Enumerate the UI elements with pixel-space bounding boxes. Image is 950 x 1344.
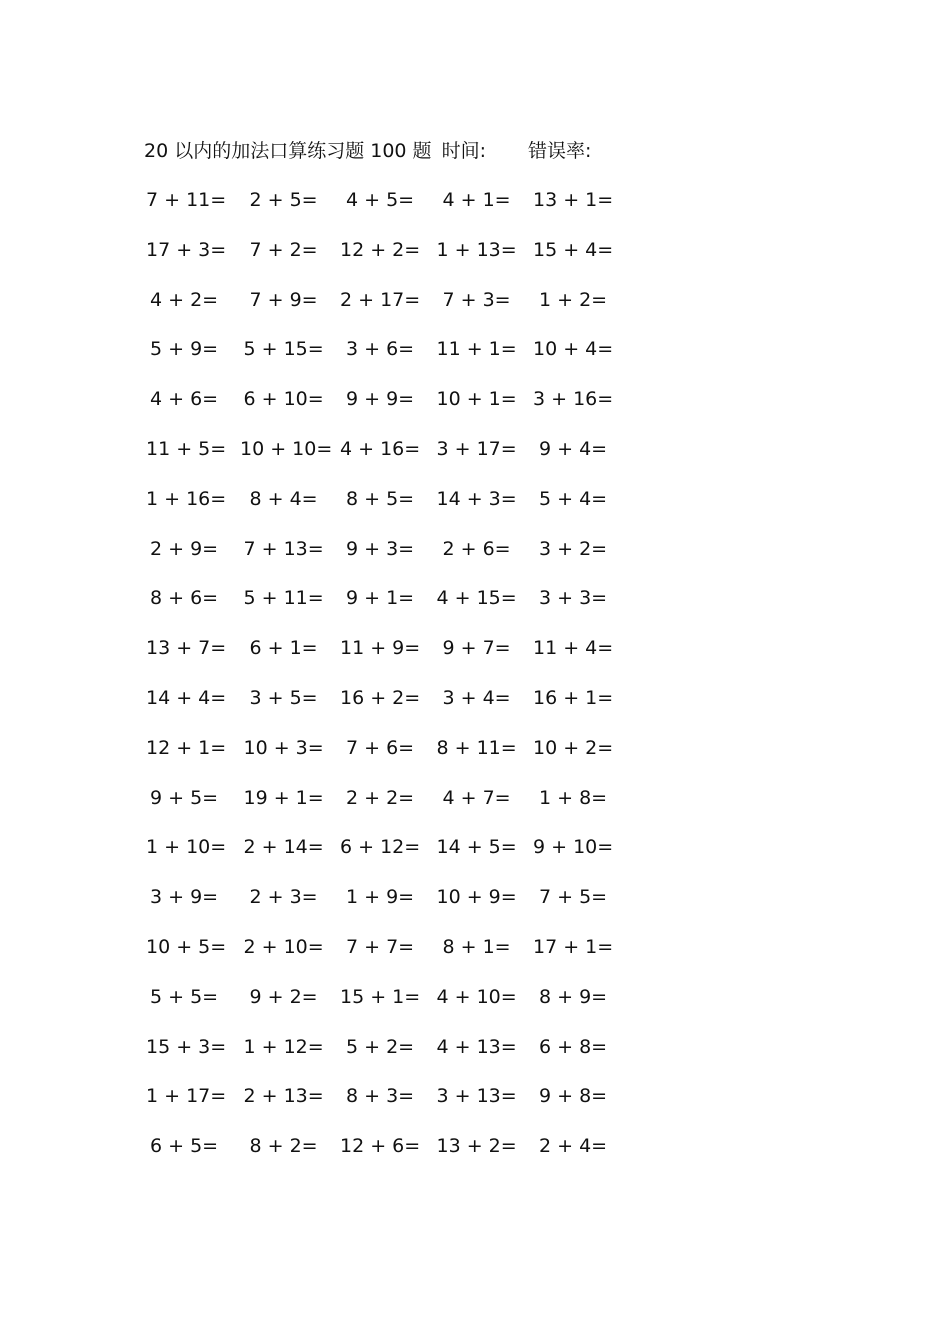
addition-problem: 2 + 4= <box>539 1135 608 1158</box>
addition-problem: 3 + 13= <box>436 1085 517 1108</box>
addition-problem: 10 + 5= <box>146 936 227 958</box>
problem-row <box>0 983 700 1011</box>
addition-problem: 13 + 7= <box>146 637 227 660</box>
addition-problem: 19 + 1= <box>243 786 324 809</box>
addition-problem: 6 + 5= <box>150 1135 219 1158</box>
addition-problem: 15 + 1= <box>340 985 421 1008</box>
addition-problem: 7 + 6= <box>346 736 415 759</box>
addition-problem: 8 + 2= <box>249 1135 318 1158</box>
worksheet-header <box>144 138 591 164</box>
addition-problem: 5 + 11= <box>243 587 324 610</box>
addition-problem: 5 + 5= <box>150 985 219 1008</box>
addition-problem: 14 + 4= <box>146 687 227 709</box>
addition-problem: 15 + 3= <box>146 1035 227 1058</box>
addition-problem: 4 + 7= <box>442 786 511 809</box>
addition-problem: 2 + 9= <box>150 537 219 560</box>
addition-problem: 10 + 1= <box>436 388 517 411</box>
addition-problem: 4 + 6= <box>150 388 219 411</box>
addition-problem: 10 + 4= <box>533 338 614 361</box>
addition-problem: 10 + 10= <box>240 438 333 460</box>
addition-problem: 5 + 9= <box>150 338 219 361</box>
addition-problem: 8 + 1= <box>442 936 511 958</box>
problem-row <box>0 186 700 214</box>
addition-problem: 2 + 10= <box>243 936 324 958</box>
addition-problem: 10 + 3= <box>243 736 324 759</box>
addition-problem: 11 + 5= <box>146 438 227 460</box>
addition-problem: 7 + 2= <box>249 238 318 261</box>
problem-row <box>0 883 700 911</box>
problem-row <box>0 584 700 612</box>
addition-problem: 9 + 3= <box>346 537 415 560</box>
addition-problem: 1 + 2= <box>539 288 608 311</box>
addition-problem: 9 + 5= <box>150 786 219 809</box>
addition-problem: 6 + 12= <box>340 836 421 859</box>
addition-problem: 7 + 13= <box>243 537 324 560</box>
addition-problem: 13 + 2= <box>436 1135 517 1158</box>
time-label: 时间: <box>441 140 486 162</box>
addition-problem: 3 + 4= <box>442 687 511 709</box>
addition-problem: 14 + 5= <box>436 836 517 859</box>
addition-problem: 16 + 1= <box>533 687 614 709</box>
addition-problem: 11 + 9= <box>340 637 421 660</box>
addition-problem: 1 + 17= <box>146 1085 227 1108</box>
addition-problem: 1 + 12= <box>243 1035 324 1058</box>
addition-problem: 9 + 7= <box>442 637 511 660</box>
problem-row <box>0 485 700 513</box>
problem-row <box>0 1132 700 1160</box>
addition-problem: 6 + 8= <box>539 1035 608 1058</box>
addition-problem: 7 + 3= <box>442 288 511 311</box>
addition-problem: 2 + 2= <box>346 786 415 809</box>
error-rate-label: 错误率: <box>527 140 592 162</box>
worksheet-title: 20 以内的加法口算练习题 100 题 <box>144 140 432 162</box>
problem-row <box>0 385 700 413</box>
addition-problem: 6 + 10= <box>243 388 324 411</box>
addition-problem: 11 + 1= <box>436 338 517 361</box>
addition-problem: 8 + 6= <box>150 587 219 610</box>
addition-problem: 2 + 3= <box>249 886 318 909</box>
addition-problem: 8 + 9= <box>539 985 608 1008</box>
addition-problem: 1 + 13= <box>436 238 517 261</box>
addition-problem: 12 + 2= <box>340 238 421 261</box>
addition-problem: 3 + 16= <box>533 388 614 411</box>
addition-problem: 7 + 5= <box>539 886 608 909</box>
addition-problem: 17 + 3= <box>146 238 227 261</box>
addition-problem: 13 + 1= <box>533 189 614 211</box>
addition-problem: 8 + 11= <box>436 736 517 759</box>
addition-problem: 1 + 16= <box>146 487 227 510</box>
addition-problem: 3 + 3= <box>539 587 608 610</box>
problem-row <box>0 933 700 961</box>
problem-row <box>0 535 700 563</box>
addition-problem: 7 + 11= <box>146 189 227 211</box>
addition-problem: 9 + 1= <box>346 587 415 610</box>
addition-problem: 10 + 2= <box>533 736 614 759</box>
addition-problem: 6 + 1= <box>249 637 318 660</box>
addition-problem: 3 + 2= <box>539 537 608 560</box>
problem-row <box>0 435 700 463</box>
addition-problem: 1 + 8= <box>539 786 608 809</box>
addition-problem: 8 + 5= <box>346 487 415 510</box>
problem-row <box>0 833 700 861</box>
addition-problem: 4 + 10= <box>436 985 517 1008</box>
problem-row <box>0 634 700 662</box>
addition-problem: 9 + 8= <box>539 1085 608 1108</box>
addition-problem: 10 + 9= <box>436 886 517 909</box>
addition-problem: 9 + 10= <box>533 836 614 859</box>
addition-problem: 9 + 4= <box>539 438 608 460</box>
addition-problem: 17 + 1= <box>533 936 614 958</box>
addition-problem: 5 + 2= <box>346 1035 415 1058</box>
problem-row <box>0 784 700 812</box>
addition-problem: 4 + 5= <box>346 189 415 211</box>
addition-problem: 2 + 6= <box>442 537 511 560</box>
addition-problem: 8 + 4= <box>249 487 318 510</box>
addition-problem: 9 + 2= <box>249 985 318 1008</box>
addition-problem: 3 + 17= <box>436 438 517 460</box>
addition-problem: 12 + 6= <box>340 1135 421 1158</box>
problem-row <box>0 734 700 762</box>
addition-problem: 14 + 3= <box>436 487 517 510</box>
addition-problem: 4 + 2= <box>150 288 219 311</box>
addition-problem: 2 + 5= <box>249 189 318 211</box>
addition-problem: 5 + 15= <box>243 338 324 361</box>
addition-problem: 3 + 5= <box>249 687 318 709</box>
addition-problem: 1 + 9= <box>346 886 415 909</box>
problem-row <box>0 286 700 314</box>
addition-problem: 3 + 6= <box>346 338 415 361</box>
addition-problem: 8 + 3= <box>346 1085 415 1108</box>
problem-row <box>0 684 700 712</box>
addition-problem: 11 + 4= <box>533 637 614 660</box>
addition-problem: 2 + 17= <box>340 288 421 311</box>
addition-problem: 3 + 9= <box>150 886 219 909</box>
problem-row <box>0 335 700 363</box>
addition-problem: 7 + 9= <box>249 288 318 311</box>
addition-problem: 12 + 1= <box>146 736 227 759</box>
addition-problem: 15 + 4= <box>533 238 614 261</box>
addition-problem: 16 + 2= <box>340 687 421 709</box>
addition-problem: 7 + 7= <box>346 936 415 958</box>
addition-problem: 1 + 10= <box>146 836 227 859</box>
addition-problem: 2 + 13= <box>243 1085 324 1108</box>
addition-problem: 4 + 15= <box>436 587 517 610</box>
addition-problem: 4 + 13= <box>436 1035 517 1058</box>
addition-problem: 4 + 16= <box>340 438 421 460</box>
addition-problem: 4 + 1= <box>442 189 511 211</box>
problem-row <box>0 1082 700 1110</box>
addition-problem: 9 + 9= <box>346 388 415 411</box>
addition-problem: 2 + 14= <box>243 836 324 859</box>
addition-problem: 5 + 4= <box>539 487 608 510</box>
problem-row <box>0 1033 700 1061</box>
problem-row <box>0 236 700 264</box>
